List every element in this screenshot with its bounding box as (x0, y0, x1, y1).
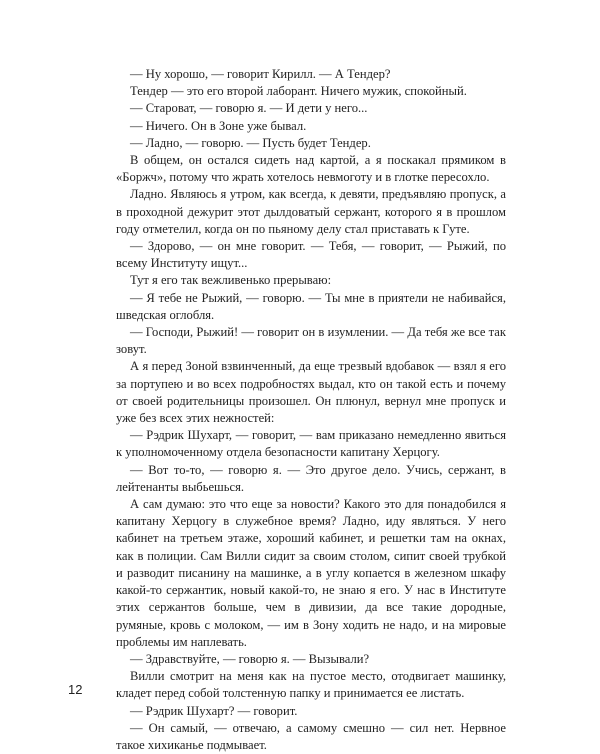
paragraph: А сам думаю: это что еще за новости? Какого это для понадобился я капитану Херцогу в служебное время? Ладно, иду являться. У него кабинет на третьем этаже, хороший кабинет, и решетки там на окнах, как в полиции. Сам Вилли сидит за своим столом, сипит своей трубкой и разводит писанину на машинке, а в углу копается в железном шкафу какой-то сержантик, новый какой-то, не знаю я его. У нас в Институте этих сержантов больше, чем в дивизии, да все такие дородные, румяные, кровь с молоком, — им в Зону ходить не надо, и на мировые проблемы им наплевать. (116, 497, 506, 649)
paragraph: — Староват, — говорю я. — И дети у него... (130, 101, 368, 116)
paragraph: — Рэдрик Шухарт? — говорит. (130, 703, 298, 718)
body-text (116, 66, 506, 754)
paragraph: А я перед Зоной взвинченный, да еще трезвый вдобавок — взял я его за портупею и во всех подробностях выдал, кто он такой есть и почему от своей родительницы произошел. Он плюнул, вернул мне пропуск и уже без всех этих нежностей: (116, 359, 506, 426)
paragraph: — Ладно, — говорю. — Пусть будет Тендер. (130, 135, 371, 150)
paragraph: Тут я его так вежливенько прерываю: (130, 273, 332, 288)
paragraph: — Здравствуйте, — говорю я. — Вызывали? (130, 651, 370, 666)
paragraph: — Вот то-то, — говорю я. — Это другое дело. Учись, сержант, в лейтенанты выбьешься. (116, 462, 506, 494)
paragraph: В общем, он остался сидеть над картой, а я поскакал прямиком в «Боржч», потому что жрать хотелось невмоготу и в глотке пересохло. (116, 153, 506, 185)
paragraph: — Он самый, — отвечаю, а самому смешно — сил нет. Нервное такое хихиканье подмывает. (116, 720, 506, 752)
paragraph: — Ничего. Он в Зоне уже бывал. (130, 118, 307, 133)
paragraph: Вилли смотрит на меня как на пустое место, отодвигает машинку, кладет перед собой толстенную папку и принимается ее листать. (116, 669, 506, 701)
paragraph: Тендер — это его второй лаборант. Ничего мужик, спокойный. (130, 84, 467, 99)
paragraph: — Господи, Рыжий! — говорит он в изумлении. — Да тебя же все так зовут. (116, 325, 506, 357)
paragraph: — Я тебе не Рыжий, — говорю. — Ты мне в приятели не набивайся, шведская оглобля. (116, 290, 506, 322)
paragraph: — Здорово, — он мне говорит. — Тебя, — говорит, — Рыжий, по всему Институту ищут... (116, 239, 506, 271)
paragraph: — Рэдрик Шухарт, — говорит, — вам приказано немедленно явиться к уполномоченному отдела безопасности капитану Херцогу. (116, 428, 506, 460)
paragraph: Ладно. Являюсь я утром, как всегда, к девяти, предъявляю пропуск, а в проходной дежурит этот дылдоватый сержант, которого я в прошлом году отметелил, когда он по пьяному делу стал приставать к Гуте. (116, 187, 506, 236)
page-number: 12 (68, 682, 83, 697)
paragraph: — Ну хорошо, — говорит Кирилл. — А Тендер? (130, 67, 391, 81)
